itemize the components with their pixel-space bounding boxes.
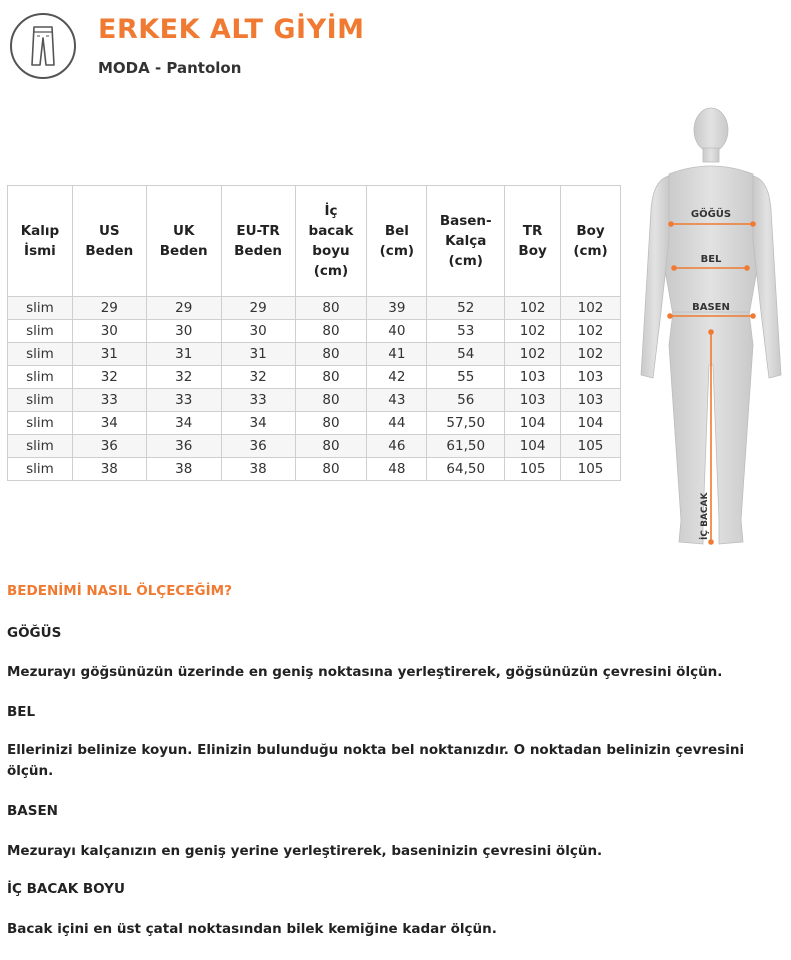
hip-label: BASEN <box>692 302 730 313</box>
table-cell: 48 <box>367 458 427 481</box>
table-row <box>8 297 621 320</box>
hip-instructions: Mezurayı kalçanızın en geniş yerine yerleştirerek, baseninizin çevresini ölçün. <box>7 843 603 859</box>
table-row <box>8 435 621 458</box>
table-cell: 42 <box>367 366 427 389</box>
table-cell: 105 <box>505 458 561 481</box>
table-row <box>8 458 621 481</box>
table-cell: 43 <box>367 389 427 412</box>
table-cell: 102 <box>561 320 621 343</box>
table-cell: slim <box>8 297 73 320</box>
chest-label: GÖĞÜS <box>690 209 732 220</box>
table-cell: 31 <box>221 343 295 366</box>
table-cell: slim <box>8 412 73 435</box>
page-title: ERKEK ALT GİYİM <box>98 14 365 45</box>
waist-heading: BEL <box>7 704 36 720</box>
table-cell: 31 <box>72 343 146 366</box>
table-cell: 29 <box>146 297 221 320</box>
inseam-instructions: Bacak içini en üst çatal noktasından bilek kemiğine kadar ölçün. <box>7 921 497 937</box>
table-cell: 103 <box>505 389 561 412</box>
table-cell: 32 <box>146 366 221 389</box>
table-cell: 104 <box>505 435 561 458</box>
table-cell: 56 <box>427 389 505 412</box>
table-cell: slim <box>8 389 73 412</box>
hip-heading: BASEN <box>7 803 58 819</box>
header-tr-length: TR Boy <box>505 186 561 297</box>
chest-instructions: Mezurayı göğsünüzün üzerinde en geniş noktasına yerleştirerek, göğsünüzün çevresini ölçün. <box>7 664 723 680</box>
table-cell: 80 <box>295 297 367 320</box>
header-eu-tr-size: EU-TR Beden <box>221 186 295 297</box>
table-row <box>8 320 621 343</box>
table-cell: 36 <box>221 435 295 458</box>
table-cell: 64,50 <box>427 458 505 481</box>
header-inseam: İç bacak boyu (cm) <box>295 186 367 297</box>
waist-instructions: Ellerinizi belinize koyun. Elinizin bulunduğu nokta bel noktanızdır. O noktadan belinizin çevresini ölçün. <box>7 742 745 779</box>
table-cell: 30 <box>146 320 221 343</box>
table-cell: 38 <box>72 458 146 481</box>
inseam-heading: İÇ BACAK BOYU <box>7 881 125 897</box>
table-cell: 80 <box>295 320 367 343</box>
table-cell: slim <box>8 366 73 389</box>
table-cell: 34 <box>221 412 295 435</box>
inseam-label: İÇ BACAK <box>700 492 710 540</box>
chest-heading: GÖĞÜS <box>7 625 62 641</box>
header-waist: Bel (cm) <box>367 186 427 297</box>
table-cell: 36 <box>72 435 146 458</box>
table-cell: 44 <box>367 412 427 435</box>
table-row <box>8 343 621 366</box>
table-cell: 103 <box>561 366 621 389</box>
table-cell: 40 <box>367 320 427 343</box>
table-row <box>8 389 621 412</box>
table-cell: 39 <box>367 297 427 320</box>
table-cell: 104 <box>561 412 621 435</box>
table-cell: 102 <box>561 297 621 320</box>
table-cell: 33 <box>221 389 295 412</box>
table-cell: 80 <box>295 366 367 389</box>
table-cell: 32 <box>221 366 295 389</box>
size-table <box>7 185 621 481</box>
table-cell: 33 <box>146 389 221 412</box>
table-cell: 57,50 <box>427 412 505 435</box>
table-cell: 102 <box>505 343 561 366</box>
header-pattern-name: Kalıp İsmi <box>8 186 73 297</box>
header-hip: Basen- Kalça (cm) <box>427 186 505 297</box>
table-cell: 55 <box>427 366 505 389</box>
waist-label: BEL <box>700 254 722 265</box>
table-cell: 54 <box>427 343 505 366</box>
table-cell: 105 <box>561 458 621 481</box>
header-length: Boy (cm) <box>561 186 621 297</box>
guide-title: BEDENİMİ NASIL ÖLÇECEĞİM? <box>7 583 232 599</box>
table-cell: 38 <box>221 458 295 481</box>
body-measurement-figure <box>631 100 791 560</box>
pants-icon <box>28 24 58 68</box>
table-cell: 105 <box>561 435 621 458</box>
table-cell: 30 <box>72 320 146 343</box>
table-cell: 46 <box>367 435 427 458</box>
page-subtitle: MODA - Pantolon <box>98 59 242 77</box>
table-cell: 29 <box>72 297 146 320</box>
table-cell: slim <box>8 435 73 458</box>
table-cell: 32 <box>72 366 146 389</box>
table-cell: 80 <box>295 343 367 366</box>
table-cell: 103 <box>505 366 561 389</box>
table-cell: 80 <box>295 412 367 435</box>
table-row <box>8 366 621 389</box>
header-us-size: US Beden <box>72 186 146 297</box>
table-cell: 61,50 <box>427 435 505 458</box>
table-cell: 34 <box>72 412 146 435</box>
table-cell: 29 <box>221 297 295 320</box>
table-cell: 103 <box>561 389 621 412</box>
table-row <box>8 412 621 435</box>
table-cell: slim <box>8 320 73 343</box>
table-cell: 30 <box>221 320 295 343</box>
table-cell: 102 <box>505 297 561 320</box>
table-cell: 53 <box>427 320 505 343</box>
header-uk-size: UK Beden <box>146 186 221 297</box>
table-cell: 52 <box>427 297 505 320</box>
table-cell: 104 <box>505 412 561 435</box>
table-cell: 102 <box>505 320 561 343</box>
table-cell: slim <box>8 343 73 366</box>
table-cell: 31 <box>146 343 221 366</box>
table-cell: 80 <box>295 389 367 412</box>
table-cell: 80 <box>295 435 367 458</box>
table-cell: 80 <box>295 458 367 481</box>
table-cell: 34 <box>146 412 221 435</box>
table-cell: 38 <box>146 458 221 481</box>
table-header-row <box>8 186 621 297</box>
table-cell: 102 <box>561 343 621 366</box>
table-cell: 41 <box>367 343 427 366</box>
category-logo <box>10 13 76 79</box>
table-cell: 33 <box>72 389 146 412</box>
table-cell: slim <box>8 458 73 481</box>
table-cell: 36 <box>146 435 221 458</box>
